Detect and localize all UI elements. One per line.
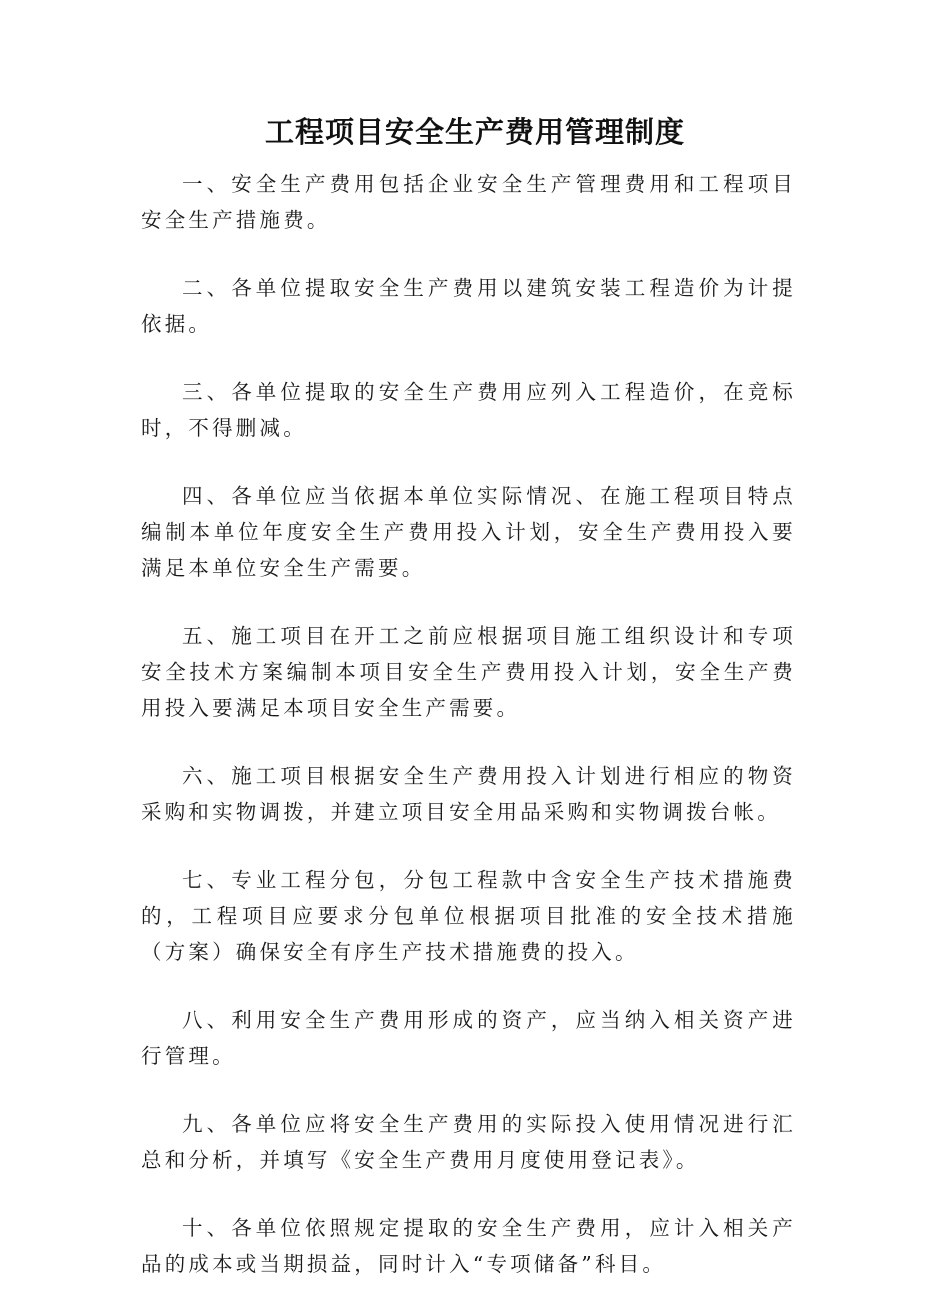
paragraph-1: 一、安全生产费用包括企业安全生产管理费用和工程项目安全生产措施费。 <box>141 172 796 232</box>
paragraph-2: 二、各单位提取安全生产费用以建筑安装工程造价为计提依据。 <box>141 276 796 336</box>
paragraph-8: 八、利用安全生产费用形成的资产，应当纳入相关资产进行管理。 <box>141 1008 796 1068</box>
document-body <box>141 166 796 1314</box>
paragraph-7: 七、专业工程分包，分包工程款中含安全生产技术措施费的，工程项目应要求分包单位根据项目批准的安全技术措施（方案）确保安全有序生产技术措施费的投入。 <box>141 868 796 964</box>
document-title: 工程项目安全生产费用管理制度 <box>264 115 685 149</box>
paragraph-9: 九、各单位应将安全生产费用的实际投入使用情况进行汇总和分析，并填写《安全生产费用月度使用登记表》。 <box>141 1112 796 1172</box>
paragraph-10: 十、各单位依照规定提取的安全生产费用，应计入相关产品的成本或当期损益，同时计入“专项储备”科目。 <box>141 1216 796 1276</box>
paragraph-3: 三、各单位提取的安全生产费用应列入工程造价，在竞标时，不得删减。 <box>141 380 796 440</box>
paragraph-6: 六、施工项目根据安全生产费用投入计划进行相应的物资采购和实物调拨，并建立项目安全用品采购和实物调拨台帐。 <box>141 764 796 824</box>
paragraph-5: 五、施工项目在开工之前应根据项目施工组织设计和专项安全技术方案编制本项目安全生产费用投入计划，安全生产费用投入要满足本项目安全生产需要。 <box>141 624 796 720</box>
paragraph-4: 四、各单位应当依据本单位实际情况、在施工程项目特点编制本单位年度安全生产费用投入计划，安全生产费用投入要满足本单位安全生产需要。 <box>141 484 796 580</box>
